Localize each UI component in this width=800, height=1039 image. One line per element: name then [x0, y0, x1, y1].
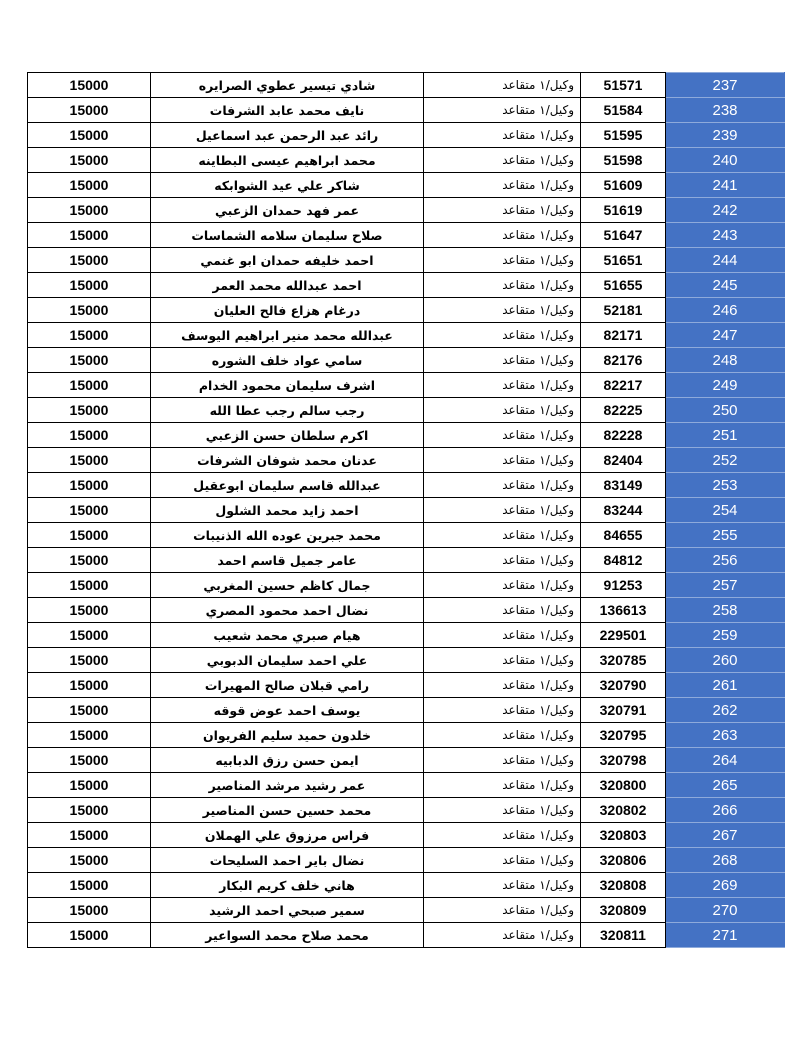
table-row: [28, 798, 785, 823]
table-row: [28, 823, 785, 848]
table-row: [28, 148, 785, 173]
table-row: [28, 698, 785, 723]
rank-cell: وكيل/١ متقاعد: [424, 423, 581, 448]
id-number-cell: 320800: [581, 773, 666, 798]
rank-cell: وكيل/١ متقاعد: [424, 723, 581, 748]
sequence-number-cell: 268: [666, 848, 785, 873]
sequence-number-cell: 258: [666, 598, 785, 623]
amount-cell: 15000: [28, 848, 151, 873]
id-number-cell: 51609: [581, 173, 666, 198]
table-row: [28, 398, 785, 423]
rank-cell: وكيل/١ متقاعد: [424, 373, 581, 398]
sequence-number-cell: 245: [666, 273, 785, 298]
id-number-cell: 320809: [581, 898, 666, 923]
sequence-number-cell: 254: [666, 498, 785, 523]
name-cell: رامي قبلان صالح المهيرات: [151, 673, 424, 698]
table-row: [28, 423, 785, 448]
amount-cell: 15000: [28, 248, 151, 273]
name-cell: خلدون حميد سليم الفريوان: [151, 723, 424, 748]
id-number-cell: 136613: [581, 598, 666, 623]
rank-cell: وكيل/١ متقاعد: [424, 548, 581, 573]
name-cell: محمد جبرين عوده الله الذنيبات: [151, 523, 424, 548]
name-cell: نضال باير احمد السليحات: [151, 848, 424, 873]
amount-cell: 15000: [28, 873, 151, 898]
amount-cell: 15000: [28, 123, 151, 148]
rank-cell: وكيل/١ متقاعد: [424, 73, 581, 98]
amount-cell: 15000: [28, 73, 151, 98]
sequence-number-cell: 270: [666, 898, 785, 923]
amount-cell: 15000: [28, 273, 151, 298]
id-number-cell: 82217: [581, 373, 666, 398]
name-cell: جمال كاظم حسين المغربي: [151, 573, 424, 598]
id-number-cell: 82171: [581, 323, 666, 348]
rank-cell: وكيل/١ متقاعد: [424, 448, 581, 473]
amount-cell: 15000: [28, 673, 151, 698]
amount-cell: 15000: [28, 723, 151, 748]
table-row: [28, 623, 785, 648]
id-number-cell: 320795: [581, 723, 666, 748]
name-cell: عمر رشيد مرشد المناصير: [151, 773, 424, 798]
table-row: [28, 873, 785, 898]
sequence-number-cell: 247: [666, 323, 785, 348]
rank-cell: وكيل/١ متقاعد: [424, 773, 581, 798]
id-number-cell: 320790: [581, 673, 666, 698]
table-row: [28, 598, 785, 623]
name-cell: درغام هزاع فالح العليان: [151, 298, 424, 323]
name-cell: سامي عواد خلف الشوره: [151, 348, 424, 373]
id-number-cell: 51571: [581, 73, 666, 98]
table-row: [28, 73, 785, 98]
table-row: [28, 198, 785, 223]
id-number-cell: 320806: [581, 848, 666, 873]
id-number-cell: 83149: [581, 473, 666, 498]
id-number-cell: 320791: [581, 698, 666, 723]
table-row: [28, 123, 785, 148]
id-number-cell: 51651: [581, 248, 666, 273]
amount-cell: 15000: [28, 173, 151, 198]
name-cell: عدنان محمد شوفان الشرفات: [151, 448, 424, 473]
table-row: [28, 248, 785, 273]
amount-cell: 15000: [28, 623, 151, 648]
sequence-number-cell: 257: [666, 573, 785, 598]
amount-cell: 15000: [28, 198, 151, 223]
table-row: [28, 923, 785, 948]
amount-cell: 15000: [28, 898, 151, 923]
table-row: [28, 573, 785, 598]
id-number-cell: 229501: [581, 623, 666, 648]
rank-cell: وكيل/١ متقاعد: [424, 573, 581, 598]
id-number-cell: 84812: [581, 548, 666, 573]
id-number-cell: 82404: [581, 448, 666, 473]
rank-cell: وكيل/١ متقاعد: [424, 248, 581, 273]
name-cell: هيام صبري محمد شعيب: [151, 623, 424, 648]
amount-cell: 15000: [28, 323, 151, 348]
sequence-number-cell: 242: [666, 198, 785, 223]
amount-cell: 15000: [28, 223, 151, 248]
id-number-cell: 51647: [581, 223, 666, 248]
sequence-number-cell: 250: [666, 398, 785, 423]
sequence-number-cell: 255: [666, 523, 785, 548]
table-row: [28, 848, 785, 873]
sequence-number-cell: 239: [666, 123, 785, 148]
rank-cell: وكيل/١ متقاعد: [424, 173, 581, 198]
id-number-cell: 84655: [581, 523, 666, 548]
id-number-cell: 51598: [581, 148, 666, 173]
rank-cell: وكيل/١ متقاعد: [424, 348, 581, 373]
rank-cell: وكيل/١ متقاعد: [424, 823, 581, 848]
amount-cell: 15000: [28, 523, 151, 548]
table-row: [28, 473, 785, 498]
id-number-cell: 51595: [581, 123, 666, 148]
sequence-number-cell: 241: [666, 173, 785, 198]
amount-cell: 15000: [28, 448, 151, 473]
sequence-number-cell: 264: [666, 748, 785, 773]
id-number-cell: 51584: [581, 98, 666, 123]
name-cell: عبدالله قاسم سليمان ابوعقيل: [151, 473, 424, 498]
rank-cell: وكيل/١ متقاعد: [424, 798, 581, 823]
sequence-number-cell: 267: [666, 823, 785, 848]
id-number-cell: 320808: [581, 873, 666, 898]
table-row: [28, 348, 785, 373]
rank-cell: وكيل/١ متقاعد: [424, 523, 581, 548]
amount-cell: 15000: [28, 98, 151, 123]
name-cell: احمد زايد محمد الشلول: [151, 498, 424, 523]
name-cell: عامر جميل قاسم احمد: [151, 548, 424, 573]
id-number-cell: 83244: [581, 498, 666, 523]
name-cell: محمد حسين حسن المناصير: [151, 798, 424, 823]
name-cell: اكرم سلطان حسن الزعبي: [151, 423, 424, 448]
sequence-number-cell: 251: [666, 423, 785, 448]
name-cell: عمر فهد حمدان الزعبي: [151, 198, 424, 223]
rank-cell: وكيل/١ متقاعد: [424, 323, 581, 348]
table-row: [28, 373, 785, 398]
id-number-cell: 320785: [581, 648, 666, 673]
rank-cell: وكيل/١ متقاعد: [424, 673, 581, 698]
name-cell: محمد صلاح محمد السواعير: [151, 923, 424, 948]
name-cell: يوسف احمد عوض قوقه: [151, 698, 424, 723]
rank-cell: وكيل/١ متقاعد: [424, 123, 581, 148]
amount-cell: 15000: [28, 373, 151, 398]
name-cell: رائد عبد الرحمن عبد اسماعيل: [151, 123, 424, 148]
amount-cell: 15000: [28, 598, 151, 623]
amount-cell: 15000: [28, 748, 151, 773]
table-row: [28, 773, 785, 798]
rank-cell: وكيل/١ متقاعد: [424, 848, 581, 873]
sequence-number-cell: 248: [666, 348, 785, 373]
table-row: [28, 498, 785, 523]
sequence-number-cell: 260: [666, 648, 785, 673]
amount-cell: 15000: [28, 698, 151, 723]
sequence-number-cell: 265: [666, 773, 785, 798]
id-number-cell: 82228: [581, 423, 666, 448]
id-number-cell: 320811: [581, 923, 666, 948]
name-cell: رجب سالم رجب عطا الله: [151, 398, 424, 423]
sequence-number-cell: 253: [666, 473, 785, 498]
id-number-cell: 320803: [581, 823, 666, 848]
rank-cell: وكيل/١ متقاعد: [424, 273, 581, 298]
name-cell: نايف محمد عابد الشرفات: [151, 98, 424, 123]
sequence-number-cell: 238: [666, 98, 785, 123]
amount-cell: 15000: [28, 798, 151, 823]
rank-cell: وكيل/١ متقاعد: [424, 473, 581, 498]
amount-cell: 15000: [28, 423, 151, 448]
name-cell: شادي تيسير عطوي الصرايره: [151, 73, 424, 98]
id-number-cell: 51655: [581, 273, 666, 298]
table-row: [28, 298, 785, 323]
amount-cell: 15000: [28, 148, 151, 173]
amount-cell: 15000: [28, 573, 151, 598]
table-row: [28, 323, 785, 348]
name-cell: اشرف سليمان محمود الخدام: [151, 373, 424, 398]
sequence-number-cell: 261: [666, 673, 785, 698]
sequence-number-cell: 237: [666, 73, 785, 98]
table-row: [28, 523, 785, 548]
table-row: [28, 748, 785, 773]
name-cell: علي احمد سليمان الدبوبي: [151, 648, 424, 673]
name-cell: شاكر علي عيد الشوابكه: [151, 173, 424, 198]
sequence-number-cell: 256: [666, 548, 785, 573]
name-cell: سمير صبحي احمد الرشيد: [151, 898, 424, 923]
personnel-table: [27, 72, 785, 948]
id-number-cell: 82225: [581, 398, 666, 423]
id-number-cell: 320802: [581, 798, 666, 823]
amount-cell: 15000: [28, 548, 151, 573]
sequence-number-cell: 266: [666, 798, 785, 823]
sequence-number-cell: 263: [666, 723, 785, 748]
amount-cell: 15000: [28, 823, 151, 848]
table-body: [28, 73, 785, 948]
rank-cell: وكيل/١ متقاعد: [424, 898, 581, 923]
table-row: [28, 173, 785, 198]
table-row: [28, 98, 785, 123]
amount-cell: 15000: [28, 498, 151, 523]
id-number-cell: 51619: [581, 198, 666, 223]
name-cell: فراس مرزوق علي الهملان: [151, 823, 424, 848]
amount-cell: 15000: [28, 398, 151, 423]
rank-cell: وكيل/١ متقاعد: [424, 598, 581, 623]
sequence-number-cell: 252: [666, 448, 785, 473]
rank-cell: وكيل/١ متقاعد: [424, 623, 581, 648]
rank-cell: وكيل/١ متقاعد: [424, 923, 581, 948]
rank-cell: وكيل/١ متقاعد: [424, 873, 581, 898]
table-row: [28, 273, 785, 298]
table-row: [28, 448, 785, 473]
table-row: [28, 648, 785, 673]
name-cell: احمد عبدالله محمد العمر: [151, 273, 424, 298]
id-number-cell: 82176: [581, 348, 666, 373]
amount-cell: 15000: [28, 773, 151, 798]
name-cell: محمد ابراهيم عيسى البطاينه: [151, 148, 424, 173]
id-number-cell: 52181: [581, 298, 666, 323]
table-row: [28, 723, 785, 748]
rank-cell: وكيل/١ متقاعد: [424, 648, 581, 673]
id-number-cell: 91253: [581, 573, 666, 598]
sequence-number-cell: 262: [666, 698, 785, 723]
name-cell: عبدالله محمد منير ابراهيم اليوسف: [151, 323, 424, 348]
rank-cell: وكيل/١ متقاعد: [424, 698, 581, 723]
rank-cell: وكيل/١ متقاعد: [424, 98, 581, 123]
name-cell: هاني خلف كريم البكار: [151, 873, 424, 898]
amount-cell: 15000: [28, 473, 151, 498]
sequence-number-cell: 244: [666, 248, 785, 273]
sequence-number-cell: 269: [666, 873, 785, 898]
rank-cell: وكيل/١ متقاعد: [424, 148, 581, 173]
table-row: [28, 898, 785, 923]
table-row: [28, 548, 785, 573]
sequence-number-cell: 240: [666, 148, 785, 173]
amount-cell: 15000: [28, 923, 151, 948]
sequence-number-cell: 243: [666, 223, 785, 248]
sequence-number-cell: 259: [666, 623, 785, 648]
name-cell: احمد خليفه حمدان ابو غنمي: [151, 248, 424, 273]
sequence-number-cell: 249: [666, 373, 785, 398]
name-cell: صلاح سليمان سلامه الشماسات: [151, 223, 424, 248]
rank-cell: وكيل/١ متقاعد: [424, 748, 581, 773]
rank-cell: وكيل/١ متقاعد: [424, 398, 581, 423]
amount-cell: 15000: [28, 648, 151, 673]
id-number-cell: 320798: [581, 748, 666, 773]
table-row: [28, 223, 785, 248]
rank-cell: وكيل/١ متقاعد: [424, 198, 581, 223]
rank-cell: وكيل/١ متقاعد: [424, 298, 581, 323]
amount-cell: 15000: [28, 298, 151, 323]
name-cell: نضال احمد محمود المصري: [151, 598, 424, 623]
rank-cell: وكيل/١ متقاعد: [424, 223, 581, 248]
rank-cell: وكيل/١ متقاعد: [424, 498, 581, 523]
sequence-number-cell: 246: [666, 298, 785, 323]
amount-cell: 15000: [28, 348, 151, 373]
table-row: [28, 673, 785, 698]
sequence-number-cell: 271: [666, 923, 785, 948]
name-cell: ايمن حسن رزق الدبابيه: [151, 748, 424, 773]
